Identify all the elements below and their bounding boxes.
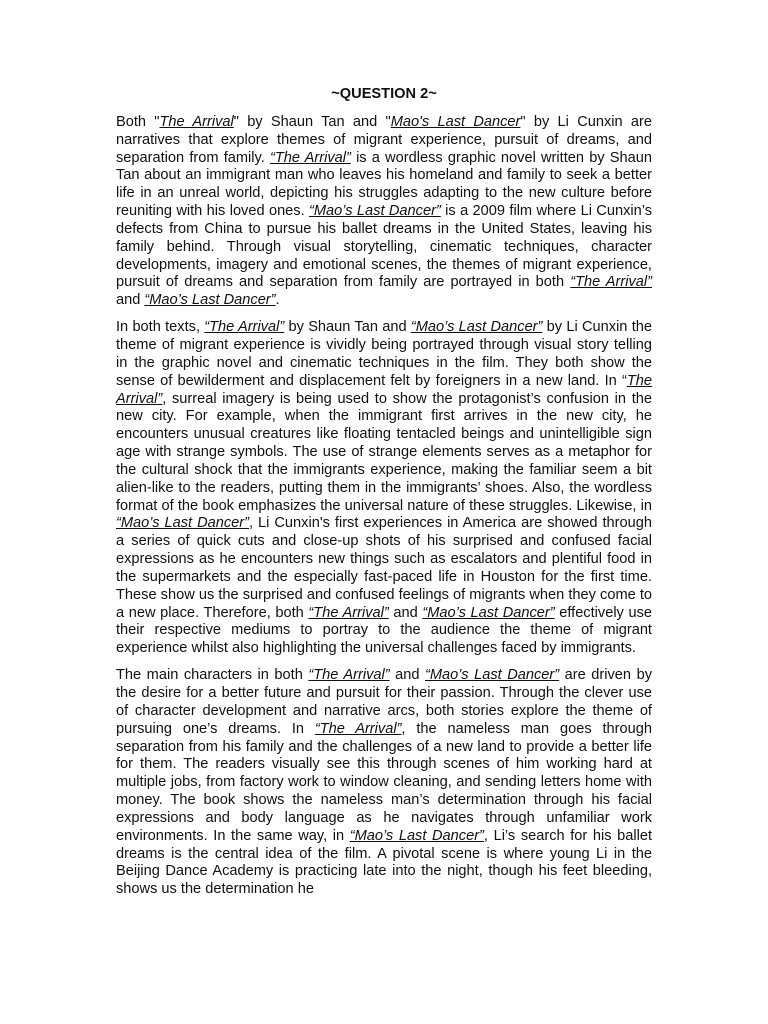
work-title: “The Arrival” (270, 149, 351, 166)
paragraph-text: by Shaun Tan and (284, 319, 411, 336)
document-body (116, 114, 652, 899)
work-title: “Mao’s Last Dancer” (410, 319, 543, 336)
work-title: “Mao’s Last Dancer” (422, 604, 555, 621)
work-title: “The Arrival” (314, 720, 402, 737)
paragraph-text: are driven by the desire for a better future and pursuit for their passion. Through the clever use of character development and narrative arcs, both stories explore the theme of pursuing one’s dreams. In (116, 667, 652, 737)
paragraph-text: , the nameless man goes through separation from his family and the challenges of a new land to provide a better life for them. The readers visually see this through scenes of him working hard at multiple jobs, from factory work to window cleaning, and sending letters home with money. The book shows the nameless man’s determination through his facial expressions and body language as he navigates through unfamiliar work environments. In the same way, in (116, 720, 652, 844)
paragraph-text: , surreal imagery is being used to show the protagonist’s confusion in the new city. For example, when the immigrant first arrives in the new city, he encounters unusual creatures like floating tentacled beings and unintelligible sign age with strange symbols. The use of strange elements serves as a metaphor for the cultural shock that the immigrants experience, making the familiar seem a bit alien-like to the readers, putting them in the immigrants’ shoes. Also, the wordless format of the book emphasizes the universal nature of these struggles. Likewise, in (116, 390, 652, 514)
paragraph-text: effectively use their respective mediums to portray to the audience the theme of migrant experience whilst also highlighting the universal challenges faced by immigrants. (116, 604, 653, 657)
paragraph-text: " by Shaun Tan and " (233, 113, 391, 130)
paragraph-text: and (116, 292, 145, 309)
paragraph-2 (116, 319, 652, 658)
paragraph-text: is a wordless graphic novel written by Shaun Tan about an immigrant man who leaves his homeland and family to seek a better life in an unreal world, depicting his struggles adapting to the new culture before reuniting with his loved ones. (116, 149, 652, 220)
page-title: ~QUESTION 2~ (331, 86, 437, 102)
work-title: “The Arrival” (204, 319, 285, 336)
work-title: Mao's Last Dancer (390, 113, 521, 130)
paragraph-text: is a 2009 film where Li Cunxin’s defects from China to pursue his ballet dreams in the United States, leaving his family behind. Through visual storytelling, cinematic techniques, character developments, imagery and emotional scenes, the themes of migrant experience, pursuit of dreams and separation from family are portrayed in both (116, 203, 653, 291)
paragraph-text: and (388, 604, 423, 621)
paragraph-text: , Li Cunxin's first experiences in America are showed through a series of quick cuts and close-up shots of his surprised and confused facial expressions as he encounters new things such as escalators and plentiful food in the supermarkets and the especially fast-paced life in Houston for the first time. These show us the surprised and confused feelings of migrants when they come to a new place. Therefore, both (116, 515, 652, 621)
paragraph-text: The main characters in both (116, 667, 309, 684)
document-page (116, 86, 652, 908)
paragraph-text: Both " (116, 113, 160, 130)
work-title: “Mao’s Last Dancer” (425, 667, 560, 684)
paragraph-1 (116, 114, 652, 310)
work-title: The Arrival” (116, 372, 652, 407)
paragraph-3 (116, 667, 652, 899)
paragraph-text: by Li Cunxin the theme of migrant experience is vividly being portrayed through visual story telling in the graphic novel and cinematic techniques in the film. They both show the sense of bewilderment and displacement felt by foreigners in a new land. In “ (116, 319, 652, 389)
work-title: “The Arrival” (308, 604, 389, 621)
paragraph-text: In both texts, (116, 319, 205, 336)
work-title: “The Arrival” (308, 667, 390, 684)
paragraph-text: and (389, 667, 426, 684)
work-title: “Mao’s Last Dancer” (144, 292, 276, 309)
paragraph-text: , Li’s search for his ballet dreams is the central idea of the film. A pivotal scene is where young Li in the Beijing Dance Academy is practicing late into the night, though his feet bleeding, shows us the determination he (116, 827, 652, 898)
work-title: “Mao’s Last Dancer” (349, 827, 484, 844)
work-title: “Mao’s Last Dancer” (309, 203, 441, 220)
paragraph-text: . (275, 292, 280, 309)
work-title: The Arrival (159, 113, 234, 130)
work-title: “The Arrival” (570, 274, 652, 291)
paragraph-text: " by Li Cunxin are narratives that explore themes of migrant experience, pursuit of dreams, and separation from family. (116, 113, 652, 166)
work-title: “Mao’s Last Dancer” (116, 515, 249, 532)
